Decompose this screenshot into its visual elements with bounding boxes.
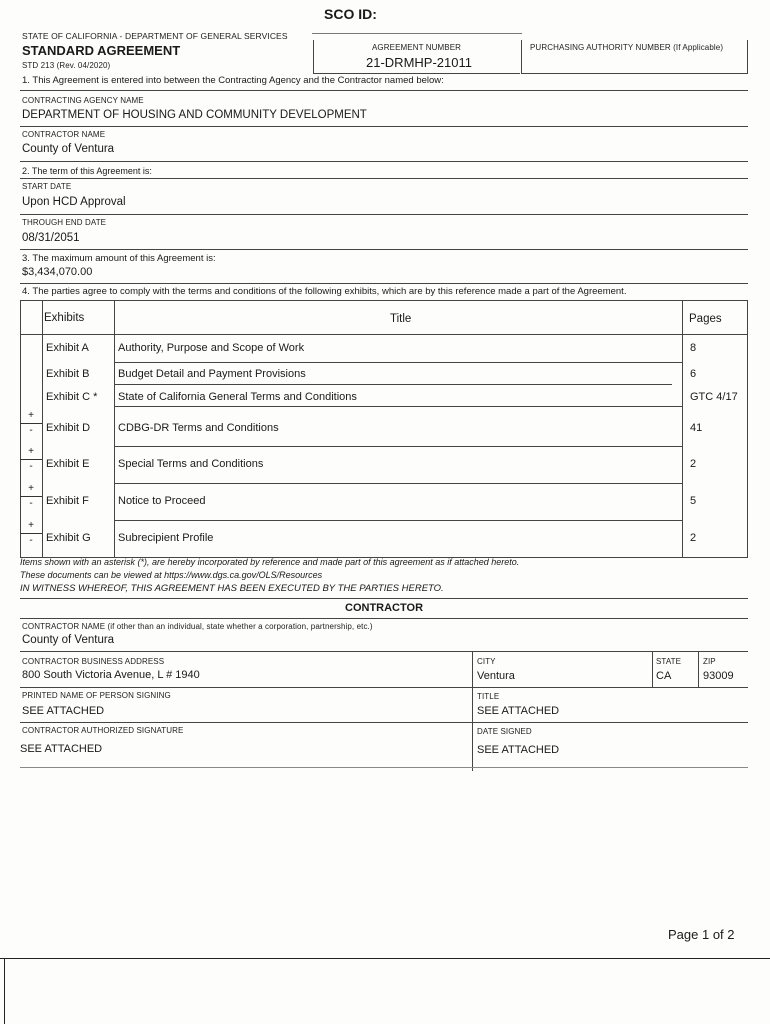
purchasing-box-bottom <box>521 73 747 74</box>
business-address-value: 800 South Victoria Avenue, L # 1940 <box>22 669 200 681</box>
contractor-name-label: CONTRACTOR NAME <box>22 130 106 139</box>
divider <box>20 300 748 301</box>
contractor-block-name-label: CONTRACTOR NAME (if other than an individual, state whether a corporation, partnership, etc.) <box>22 622 373 631</box>
signature-label: CONTRACTOR AUTHORIZED SIGNATURE <box>22 726 184 735</box>
divider <box>20 90 748 91</box>
exhibit-id: Exhibit C * <box>46 391 98 403</box>
divider <box>20 178 748 179</box>
signature-value: SEE ATTACHED <box>20 743 103 755</box>
purchasing-box-right <box>747 40 748 74</box>
section-3-text: 3. The maximum amount of this Agreement is: <box>22 253 216 264</box>
start-date-value: Upon HCD Approval <box>22 196 126 208</box>
exhibit-row <box>20 454 748 478</box>
title-value: SEE ATTACHED <box>477 705 560 717</box>
minus-icon[interactable]: - <box>29 498 33 509</box>
add-remove-row-control[interactable] <box>20 410 42 440</box>
exhibit-title: Authority, Purpose and Scope of Work <box>118 342 305 354</box>
separator-icon <box>20 533 42 534</box>
exhibit-row <box>20 418 748 442</box>
contracting-agency-label: CONTRACTING AGENCY NAME <box>22 96 144 105</box>
exhibit-title: Special Terms and Conditions <box>118 458 264 470</box>
exhibit-pages: 2 <box>690 532 697 544</box>
date-signed-label: DATE SIGNED <box>477 727 532 736</box>
start-date-label: START DATE <box>22 182 72 191</box>
maximum-amount-value: $3,434,070.00 <box>22 266 93 278</box>
divider <box>20 767 748 768</box>
purchasing-authority-label: PURCHASING AUTHORITY NUMBER (If Applicable) <box>530 43 724 52</box>
separator-icon <box>20 423 42 424</box>
title-column-header: Title <box>390 313 412 325</box>
exhibits-column-header: Exhibits <box>44 312 85 324</box>
documents-url-note: These documents can be viewed at https://www.dgs.ca.gov/OLS/Resources <box>20 570 323 580</box>
exhibit-row <box>20 528 748 552</box>
divider <box>20 334 748 335</box>
divider <box>114 520 682 521</box>
divider <box>114 483 682 484</box>
exhibit-id: Exhibit E <box>46 458 90 470</box>
state-value: CA <box>656 670 672 682</box>
exhibit-id: Exhibit G <box>46 532 91 544</box>
city-label: CITY <box>477 657 496 666</box>
witness-statement: IN WITNESS WHEREOF, THIS AGREEMENT HAS BEEN EXECUTED BY THE PARTIES HERETO. <box>20 583 444 594</box>
exhibit-title: CDBG-DR Terms and Conditions <box>118 422 279 434</box>
zip-label: ZIP <box>703 657 716 666</box>
agreement-number-value: 21-DRMHP-21011 <box>366 55 472 70</box>
end-date-label: THROUGH END DATE <box>22 218 107 227</box>
divider <box>20 126 748 127</box>
exhibit-row <box>20 338 748 362</box>
divider <box>20 618 748 619</box>
printed-name-value: SEE ATTACHED <box>22 705 105 717</box>
divider <box>114 384 672 385</box>
date-signed-value: SEE ATTACHED <box>477 744 560 756</box>
exhibit-title: Budget Detail and Payment Provisions <box>118 368 306 380</box>
agreement-number-label: AGREEMENT NUMBER <box>372 43 462 52</box>
separator-icon <box>20 496 42 497</box>
exhibit-pages: 2 <box>690 458 697 470</box>
column-rule <box>652 651 653 688</box>
page-number: Page 1 of 2 <box>668 927 735 942</box>
business-address-label: CONTRACTOR BUSINESS ADDRESS <box>22 657 165 666</box>
minus-icon[interactable]: - <box>29 461 33 472</box>
plus-icon[interactable]: + <box>28 410 34 421</box>
section-2-text: 2. The term of this Agreement is: <box>22 166 152 176</box>
contracting-agency-value: DEPARTMENT OF HOUSING AND COMMUNITY DEVELOPMENT <box>22 109 367 121</box>
end-date-value: 08/31/2051 <box>22 232 80 244</box>
exhibit-pages: 8 <box>690 342 697 354</box>
exhibit-title: State of California General Terms and Conditions <box>118 391 357 403</box>
purchasing-box-left <box>521 40 522 74</box>
exhibit-pages: GTC 4/17 <box>690 391 738 403</box>
state-label: STATE <box>656 657 682 666</box>
exhibit-id: Exhibit A <box>46 342 89 354</box>
divider <box>114 362 682 363</box>
exhibit-id: Exhibit D <box>46 422 91 434</box>
divider <box>20 161 748 162</box>
plus-icon[interactable]: + <box>28 483 34 494</box>
exhibit-pages: 5 <box>690 495 697 507</box>
section-1-text: 1. This Agreement is entered into between the Contracting Agency and the Contractor named below: <box>22 75 444 86</box>
column-rule <box>472 651 473 771</box>
agreement-box-left <box>313 40 314 74</box>
divider <box>20 651 748 652</box>
plus-icon[interactable]: + <box>28 446 34 457</box>
column-rule <box>698 651 699 688</box>
asterisk-note: Items shown with an asterisk (*), are hereby incorporated by reference and made part of this agreement as if attached hereto. <box>20 557 520 567</box>
sco-id-line <box>312 33 522 34</box>
contractor-heading: CONTRACTOR <box>345 602 424 614</box>
exhibit-pages: 41 <box>690 422 703 434</box>
printed-name-label: PRINTED NAME OF PERSON SIGNING <box>22 691 171 700</box>
divider <box>20 214 748 215</box>
zip-value: 93009 <box>703 670 734 682</box>
add-remove-row-control[interactable] <box>20 520 42 550</box>
divider <box>20 283 748 284</box>
form-number: STD 213 (Rev. 04/2020) <box>22 61 111 70</box>
divider <box>20 249 748 250</box>
add-remove-row-control[interactable] <box>20 483 42 513</box>
scan-edge-line <box>4 958 5 1024</box>
divider <box>114 446 682 447</box>
form-title: STANDARD AGREEMENT <box>22 43 181 58</box>
exhibit-title: Subrecipient Profile <box>118 532 214 544</box>
title-label: TITLE <box>477 692 500 701</box>
add-remove-row-control[interactable] <box>20 446 42 476</box>
divider <box>20 722 748 723</box>
exhibit-pages: 6 <box>690 368 697 380</box>
exhibit-row <box>20 491 748 515</box>
exhibit-id: Exhibit B <box>46 368 90 380</box>
exhibit-id: Exhibit F <box>46 495 89 507</box>
divider <box>20 687 748 688</box>
separator-icon <box>20 459 42 460</box>
divider <box>114 406 682 407</box>
department-name: STATE OF CALIFORNIA - DEPARTMENT OF GENERAL SERVICES <box>22 31 288 41</box>
plus-icon[interactable]: + <box>28 520 34 531</box>
city-value: Ventura <box>477 670 515 682</box>
contractor-name-value: County of Ventura <box>22 143 115 155</box>
divider <box>20 598 748 599</box>
agreement-box-bottom <box>313 73 520 74</box>
exhibit-title: Notice to Proceed <box>118 495 206 507</box>
scan-edge-line <box>0 958 770 959</box>
section-4-text: 4. The parties agree to comply with the terms and conditions of the following exhibits, which are by this reference made a part of the Agreement. <box>22 286 627 297</box>
contractor-block-name-value: County of Ventura <box>22 634 115 646</box>
minus-icon[interactable]: - <box>29 425 33 436</box>
minus-icon[interactable]: - <box>29 535 33 546</box>
sco-id-label: SCO ID: <box>324 6 377 22</box>
exhibit-row <box>20 387 748 411</box>
pages-column-header: Pages <box>689 313 722 325</box>
